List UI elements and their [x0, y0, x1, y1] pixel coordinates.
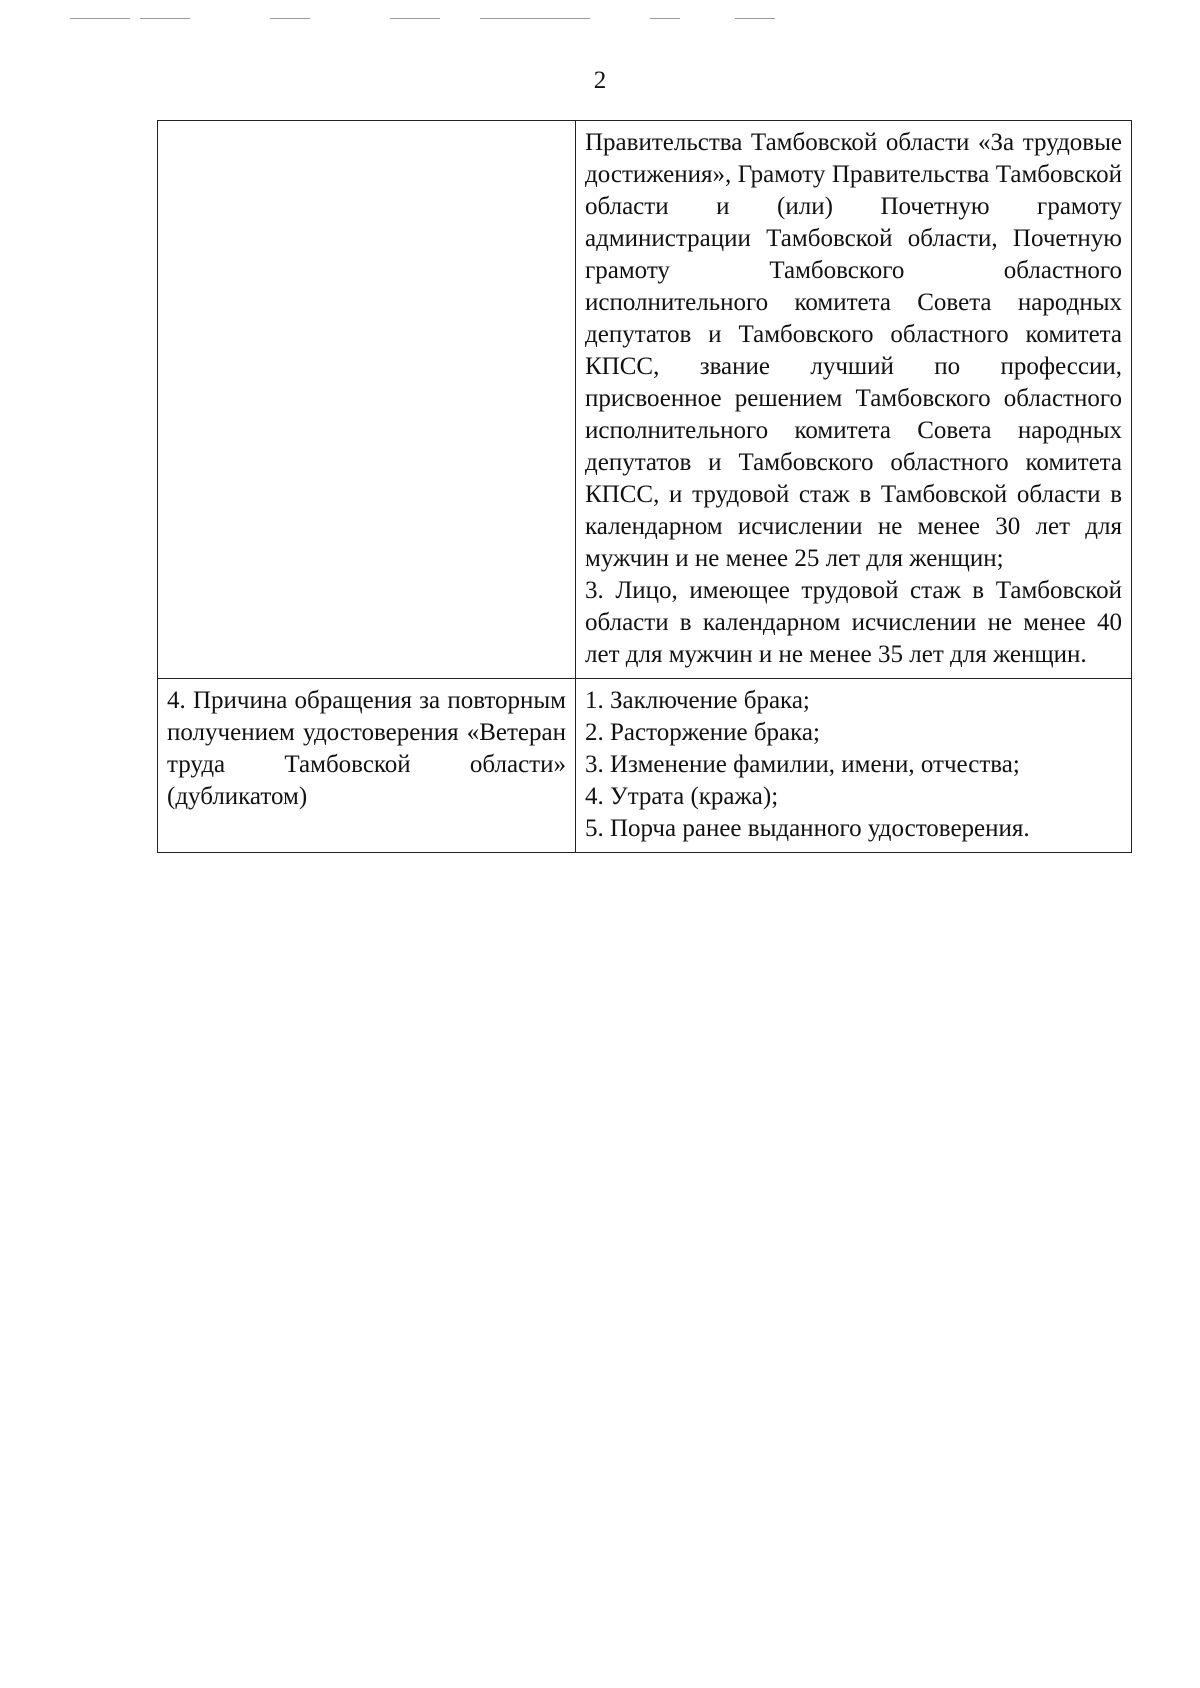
page-number: 2 — [593, 67, 607, 94]
reason-list-item: 4. Утрата (кража); — [585, 783, 779, 810]
table-cell-criteria — [576, 121, 1132, 679]
document-table — [157, 120, 1132, 853]
reason-list-item: 2. Расторжение брака; — [585, 719, 820, 746]
table-cell-left-empty — [158, 121, 576, 679]
reason-list-item: 1. Заключение брака; — [585, 687, 810, 714]
criteria-item-3: 3. Лицо, имеющее трудовой стаж в Тамбовской области в календарном исчислении не менее 40 лет для мужчин и не менее 35 лет для женщин. — [585, 577, 1122, 668]
reason-list-item: 5. Порча ранее выданного удостоверения. — [585, 815, 1030, 842]
reason-label-text: 4. Причина обращения за повторным получением удостоверения «Ветеран труда Тамбовской области» (дубликатом) — [167, 687, 566, 810]
table-row — [158, 679, 1132, 853]
scan-edge-marks — [0, 18, 1200, 24]
table-row — [158, 121, 1132, 679]
criteria-paragraph: Правительства Тамбовской области «За трудовые достижения», Грамоту Правительства Тамбовской области и (или) Почетную грамоту администрации Тамбовской области, Почетную грамоту Тамбовского областного исполнительного комитета Совета народных депутатов и Тамбовского областного комитета КПСС, звание лучший по профессии, присвоенное решением Тамбовского областного исполнительного комитета Совета народных депутатов и Тамбовского областного комитета КПСС, и трудовой стаж в Тамбовской области в календарном исчислении не менее 30 лет для мужчин и не менее 25 лет для женщин; — [585, 129, 1122, 572]
table-cell-reason-label — [158, 679, 576, 853]
reason-list-item: 3. Изменение фамилии, имени, отчества; — [585, 751, 1020, 778]
table-cell-reason-list — [576, 679, 1132, 853]
